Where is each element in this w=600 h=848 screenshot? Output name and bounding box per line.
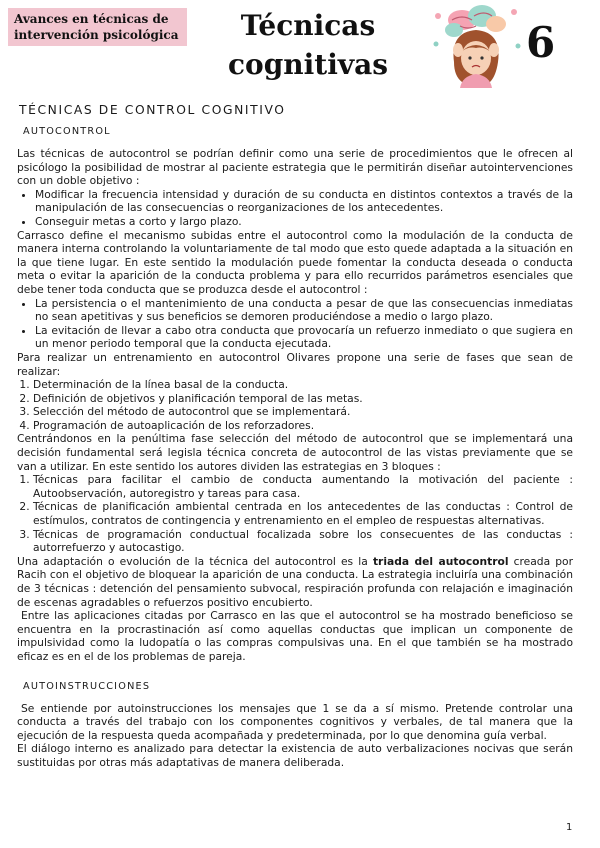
applications-paragraph: Entre las aplicaciones citadas por Carrasco en las que el autocontrol se ha mostrado beneficioso se encuentra en la procrastinación así como aquellas conductas que implican un componente de impulsividad como la ludopatía o las compras compulsivas una. En el que también se ha mostrado eficaz es en el de los problemas de pareja. [17, 609, 573, 663]
list-item: • Conseguir metas a corto y largo plazo. [35, 215, 573, 229]
page-number: 1 [566, 822, 573, 833]
brain-thinking-woman-icon [430, 2, 522, 88]
course-badge: Avances en técnicas de intervención psicológica [8, 8, 187, 46]
autocontrol-intro: Las técnicas de autocontrol se podrían definir como una serie de procedimientos que le ofrecen al psicólogo la posibilidad de mostrar al paciente estrategia que le permitirán diseñar autointervenciones con un doble objetivo : [17, 147, 573, 188]
list-item: 2. Técnicas de planificación ambiental centrada en los antecedentes de las conductas : Control de estímulos, contratos de contingencia y entrenamiento en el empleo de respuestas alternativas. [33, 500, 573, 527]
list-item: 3. Técnicas de programación conductual focalizada sobre los consecuentes de las conductas : autorrefuerzo y autocastigo. [33, 528, 573, 555]
list-item: 1. Determinación de la línea basal de la conducta. [33, 378, 573, 392]
autoinstrucciones-heading: AUTOINSTRUCCIONES [23, 680, 151, 692]
list-item: 3. Selección del método de autocontrol que se implementará. [33, 405, 573, 419]
strategies-intro: Centrándonos en la penúltima fase selección del método de autocontrol que se implementará una decisión fundamental será legisla técnica concreta de autocontrol de las vistas previamente que se van a utilizar. En este sentido los autores dividen las estrategias en 3 bloques : [17, 432, 573, 473]
list-item: • Modificar la frecuencia intensidad y duración de su conducta en distintos contextos a través de la manipulación de las consecuencias o reorganizaciones de los antecedentes. [35, 188, 573, 215]
document-body [17, 100, 573, 770]
triad-bold-term: triada del autocontrol [372, 554, 509, 568]
parameters-list [17, 297, 573, 351]
triad-paragraph [17, 555, 573, 609]
autoinstrucciones-p2: El diálogo interno es analizado para detectar la existencia de auto verbalizaciones nocivas que serán sustituidas por otras más adaptativas de manera deliberada. [17, 742, 573, 769]
section-title: TÉCNICAS DE CONTROL COGNITIVO [19, 103, 286, 117]
autocontrol-heading: AUTOCONTROL [23, 126, 111, 137]
list-item: • La persistencia o el mantenimiento de una conducta a pesar de que las consecuencias inmediatas no sean apetitivas y sus beneficios se demoren produciéndose a medio o largo plazo. [35, 297, 573, 324]
list-item: 1. Técnicas para facilitar el cambio de conducta aumentando la motivación del paciente : Autoobservación, autoregistro y tareas para casa. [33, 473, 573, 500]
olivares-intro: Para realizar un entrenamiento en autocontrol Olivares propone una serie de fases que sean de realizar: [17, 350, 573, 378]
triad-text-after: creada por Racih con el objetivo de bloquear la aparición de una conducta. La estrategia incluiría una combinación de 3 técnicas : detención del pensamiento subvocal, respiración profunda con relajación e imaginación de escenas agradables o refuerzos positivo encubierto. [17, 554, 573, 609]
carrasco-paragraph: Carrasco define el mecanismo subidas entre el autocontrol como la modulación de la conducta de manera interna controlando la voluntariamente de tal modo que esto quede adaptada a la situación en la que tiene lugar. En este sentido la modulación puede fomentar la conducta deseada o conducta meta o evitar la aparición de la conducta problema y para ello recurridos parámetros esenciales que debe tener toda conducta que se produzca desde el autocontrol : [17, 228, 573, 296]
phases-list [17, 378, 573, 432]
list-item: 2. Definición de objetivos y planificación temporal de las metas. [33, 392, 573, 406]
page-title: Técnicas cognitivas [227, 9, 389, 81]
strategies-list [17, 473, 573, 555]
objectives-list [17, 188, 573, 229]
list-item: 4. Programación de autoaplicación de los reforzadores. [33, 419, 573, 433]
triad-text-before: Una adaptación o evolución de la técnica del autocontrol es la [17, 554, 373, 568]
chapter-number: 6 [526, 18, 556, 67]
list-item: • La evitación de llevar a cabo otra conducta que provocaría un refuerzo inmediato o que sugiera en un menor periodo temporal que la conducta ejecutada. [35, 324, 573, 351]
autoinstrucciones-p1: Se entiende por autoinstrucciones los mensajes que 1 se da a sí mismo. Pretende controlar una conducta a través del trabajo con los componentes cognitivos y verbales, de tal manera que la ejecución de la respuesta queda acompañada y predeterminada, por lo que denomina guía verbal. [17, 701, 573, 742]
